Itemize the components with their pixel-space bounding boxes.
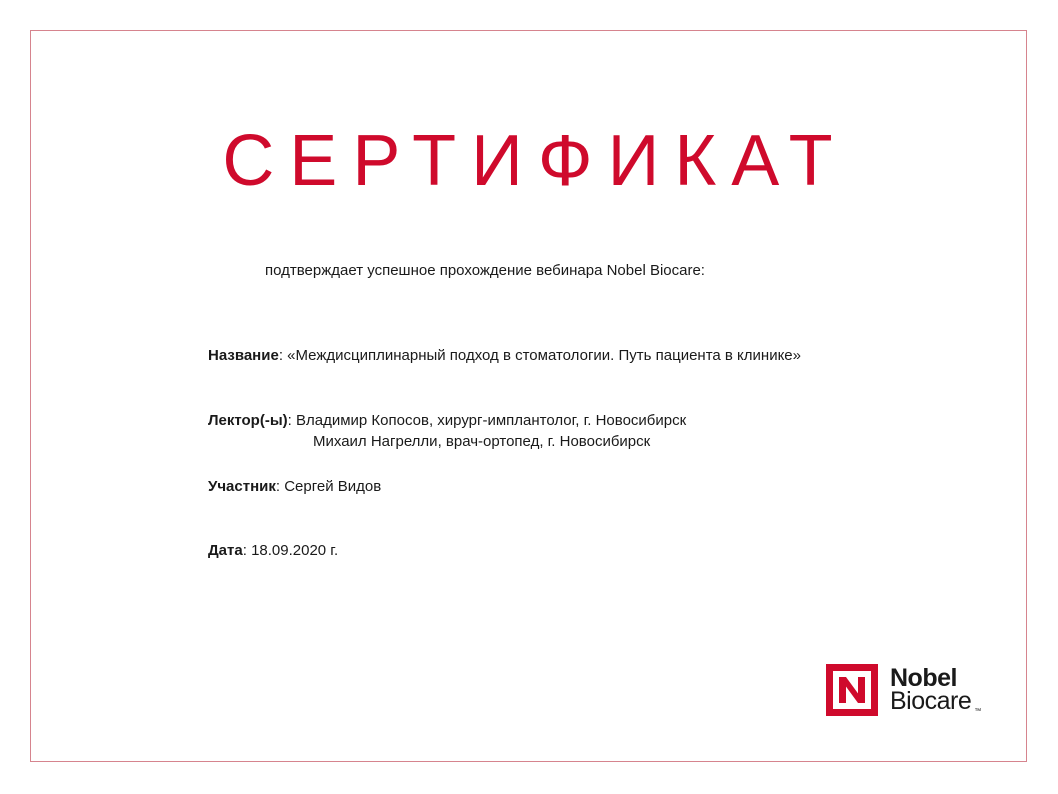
webinar-name-row [208,346,801,366]
colon: : [278,347,288,364]
participant-row [208,477,381,497]
nobel-biocare-n-icon [826,664,878,716]
lecturers-row [208,411,686,431]
colon: : [287,412,296,429]
date-label: Дата [208,542,243,559]
logo-wordmark [890,664,982,715]
lecturer-1: Владимир Копосов, хирург-имплантолог, г. Новосибирск [296,412,687,429]
colon: : [275,478,285,495]
date-row [208,541,338,561]
certificate-subtitle: подтверждает успешное прохождение вебинара Nobel Biocare: [265,262,705,279]
trademark-mark: ™ [974,708,982,715]
webinar-name-label: Название [208,347,279,364]
logo-line-2-text: Biocare [890,687,972,715]
nobel-biocare-logo [826,664,982,716]
participant-label: Участник [208,478,276,495]
certificate-title: СЕРТИФИКАТ [222,121,848,201]
colon: : [242,542,252,559]
logo-line-2 [890,687,982,715]
date-value: 18.09.2020 г. [251,542,339,559]
webinar-name-value: «Междисциплинарный подход в стоматологии. Путь пациента в клинике» [287,347,801,364]
logo-line-1: Nobel [890,664,957,692]
lecturer-2: Михаил Нагрелли, врач-ортопед, г. Новосибирск [313,433,651,450]
participant-value: Сергей Видов [284,478,382,495]
lecturers-label: Лектор(-ы) [208,412,288,429]
